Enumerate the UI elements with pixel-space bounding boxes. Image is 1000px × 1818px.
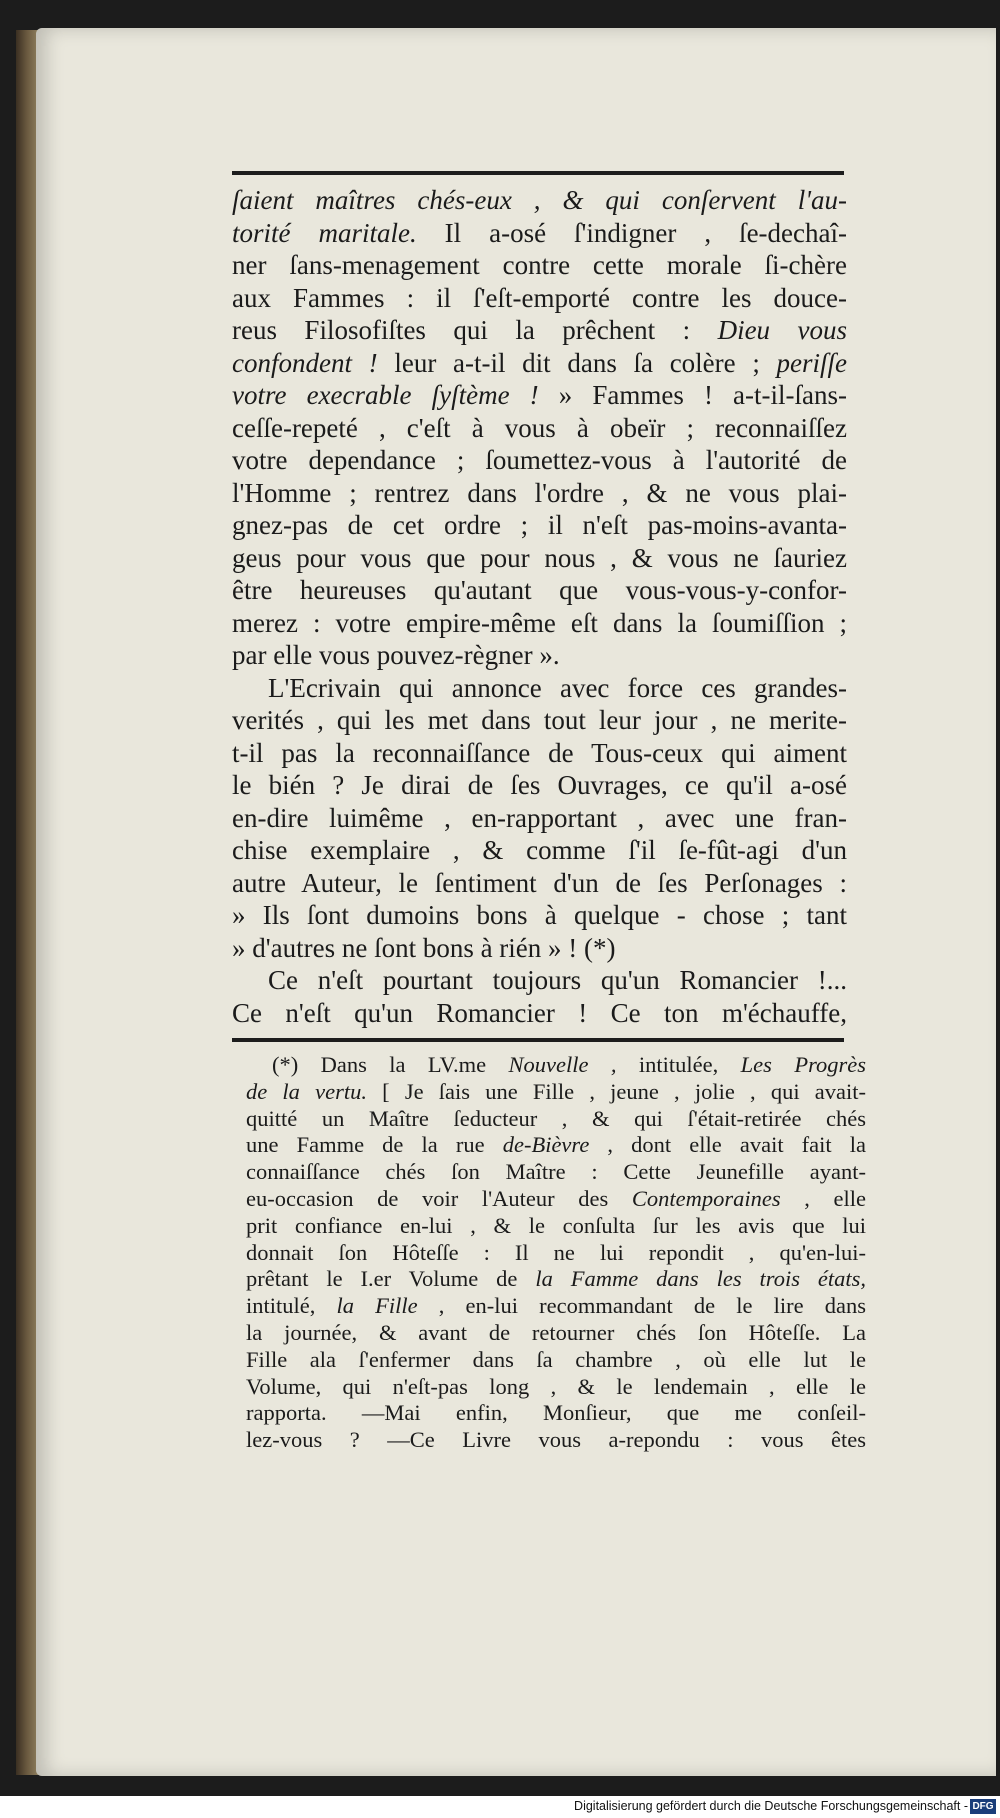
- text-run: aux Fammes : il ſ'eſt-emporté contre les douce-: [232, 282, 847, 313]
- footnote-line: [246, 1320, 866, 1347]
- text-run: t-il pas la reconnaiſſance de Tous-ceux qui aiment: [232, 737, 847, 768]
- text-line: [232, 704, 847, 737]
- text-run: eu-occasion de voir l'Auteur des: [246, 1185, 632, 1211]
- text-run: (*) Dans la LV.me: [272, 1052, 509, 1077]
- dfg-logo: DFG: [970, 1799, 996, 1814]
- footnote-line: [246, 1427, 866, 1454]
- text-run: , elle: [780, 1185, 866, 1211]
- text-run: intitulée,: [616, 1052, 741, 1077]
- text-run: la Famme dans les trois états,: [535, 1266, 866, 1292]
- text-line: [232, 607, 847, 640]
- footnote-line: [246, 1213, 866, 1240]
- text-line: [232, 964, 847, 997]
- text-run: intitulé,: [246, 1293, 337, 1319]
- text-line: [232, 412, 847, 445]
- footnote-line: [246, 1374, 866, 1401]
- text-run: gnez-pas de cet ordre ; il n'eſt pas-moins-avanta-: [232, 510, 847, 540]
- text-line: [232, 834, 847, 867]
- text-run: la journée, & avant de retourner chés ſon Hôteſſe. La: [246, 1319, 866, 1345]
- text-run: de la vertu.: [246, 1078, 367, 1104]
- text-line: [232, 509, 847, 542]
- text-run: ſaient maîtres chés-eux , & qui conſervent l'au-: [232, 185, 847, 215]
- text-run: une Famme de la rue: [246, 1132, 503, 1158]
- text-line: [232, 314, 847, 347]
- text-line: [232, 444, 847, 477]
- text-run: connaiſſance chés ſon Maître : Cette Jeunefille ayant-: [246, 1159, 866, 1185]
- text-run: votre execrable ſyſtème !: [232, 380, 539, 410]
- text-run: votre dependance ; ſoumettez-vous à l'autorité de: [232, 445, 847, 475]
- text-run: ner ſans-menagement contre cette morale ſi-chère: [232, 250, 847, 280]
- text-run: Contemporaines: [631, 1185, 781, 1211]
- text-run: en-dire luimême , en-rapportant , avec une fran-: [232, 802, 847, 833]
- text-run: » Ils ſont dumoins bons à quelque - chose ; tant: [232, 900, 847, 930]
- text-run: prêtant le I.er Volume de: [246, 1266, 536, 1292]
- footnote-line: [246, 1186, 866, 1213]
- text-run: le bién ? Je dirai de ſes Ouvrages, ce qu'il a-osé: [232, 770, 847, 800]
- text-line: [232, 769, 847, 802]
- text-run: la Fille: [336, 1293, 418, 1319]
- text-run: leur a-t-il dit dans ſa colère ;: [377, 347, 777, 378]
- text-run: par elle vous pouvez-règner ».: [232, 640, 560, 670]
- body-text: [232, 184, 847, 1029]
- text-run: chise exemplaire , & comme ſ'il ſe-fût-agi d'un: [232, 835, 847, 865]
- text-run: geus pour vous que pour nous , & vous ne ſauriez: [232, 542, 847, 573]
- text-run: [ Je ſais une Fille , jeune , jolie , qui avait-: [366, 1078, 866, 1104]
- text-line: [232, 184, 847, 217]
- text-run: de-Bièvre: [502, 1132, 590, 1158]
- text-run: , en-lui recommandant de le lire dans: [417, 1293, 866, 1319]
- text-run: autre Auteur, le ſentiment d'un de ſes Perſonages :: [232, 867, 847, 898]
- text-line: [232, 379, 847, 412]
- text-line: [232, 672, 847, 705]
- text-run: donnait ſon Hôteſſe : Il ne lui repondit , qu'en-lui-: [246, 1239, 866, 1265]
- text-run: Il a-osé ſ'indigner , ſe-dechaî-: [416, 217, 847, 248]
- text-run: merez : votre empire-même eſt dans la ſoumiſſion ;: [232, 607, 847, 638]
- text-run: , dont elle avait fait la: [589, 1132, 867, 1158]
- text-line: [232, 217, 847, 250]
- text-run: Fille ala ſ'enfermer dans ſa chambre , où elle lut le: [246, 1346, 866, 1372]
- text-run: » d'autres ne ſont bons à rién » ! (*): [232, 932, 616, 963]
- text-line: [232, 932, 847, 965]
- text-run: rapporta. —Mai enfin, Monſieur, que me conſeil-: [246, 1400, 866, 1426]
- text-run: être heureuses qu'autant que vous-vous-y-confor-: [232, 575, 847, 605]
- text-run: quitté un Maître ſeducteur , & qui ſ'était-retirée chés: [246, 1105, 866, 1131]
- text-line: [232, 347, 847, 380]
- footnote-line: [246, 1266, 866, 1293]
- footnote-line: [246, 1159, 866, 1186]
- text-line: [232, 249, 847, 282]
- text-run: confondent !: [232, 347, 378, 378]
- funding-credit: Digitalisierung gefördert durch die Deutsche Forschungsgemeinschaft -: [574, 1799, 968, 1813]
- text-run: periſſe: [776, 347, 847, 378]
- text-run: Dieu vous: [717, 315, 847, 345]
- text-run: l'Homme ; rentrez dans l'ordre , & ne vous plai-: [232, 477, 847, 508]
- header-rule: [232, 171, 844, 175]
- text-run: prit confiance en-lui , & le conſulta ſur les avis que lui: [246, 1212, 866, 1238]
- text-run: Volume, qui n'eſt-pas long , & le lendemain , elle le: [246, 1373, 866, 1399]
- footnote-rule: [232, 1038, 844, 1042]
- text-line: [232, 574, 847, 607]
- footnote-line: [246, 1240, 866, 1267]
- text-line: [232, 477, 847, 510]
- text-line: [232, 282, 847, 315]
- text-line: [232, 542, 847, 575]
- text-run: reus Filosofiſtes qui la prêchent :: [232, 315, 718, 345]
- text-line: [232, 639, 847, 672]
- text-run: torité maritale.: [232, 217, 417, 248]
- text-line: [232, 997, 847, 1030]
- text-line: [232, 737, 847, 770]
- text-line: [232, 802, 847, 835]
- text-line: [232, 867, 847, 900]
- footnote-line: [246, 1052, 866, 1079]
- text-run: Nouvelle ,: [508, 1052, 617, 1077]
- text-run: Ce n'eſt qu'un Romancier ! Ce ton m'échauffe,: [232, 997, 847, 1028]
- text-run: L'Ecrivain qui annonce avec force ces grandes-: [268, 672, 847, 703]
- text-run: verités , qui les met dans tout leur jour , ne merite-: [232, 705, 847, 735]
- text-run: Les Progrès: [740, 1052, 866, 1077]
- text-run: ceſſe-repeté , c'eſt à vous à obeïr ; reconnaiſſez: [232, 412, 847, 443]
- footnote-line: [246, 1347, 866, 1374]
- footnote-line: [246, 1079, 866, 1106]
- text-run: Ce n'eſt pourtant toujours qu'un Romancier !...: [268, 965, 847, 995]
- footnote-line: [246, 1293, 866, 1320]
- text-run: » Fammes ! a-t-il-ſans-: [538, 380, 847, 410]
- footnote-line: [246, 1106, 866, 1133]
- footnote-line: [246, 1400, 866, 1427]
- footnote-line: [246, 1132, 866, 1159]
- text-run: lez-vous ? —Ce Livre vous a-repondu : vous êtes: [246, 1427, 866, 1453]
- footnote-text: [246, 1052, 866, 1454]
- text-line: [232, 899, 847, 932]
